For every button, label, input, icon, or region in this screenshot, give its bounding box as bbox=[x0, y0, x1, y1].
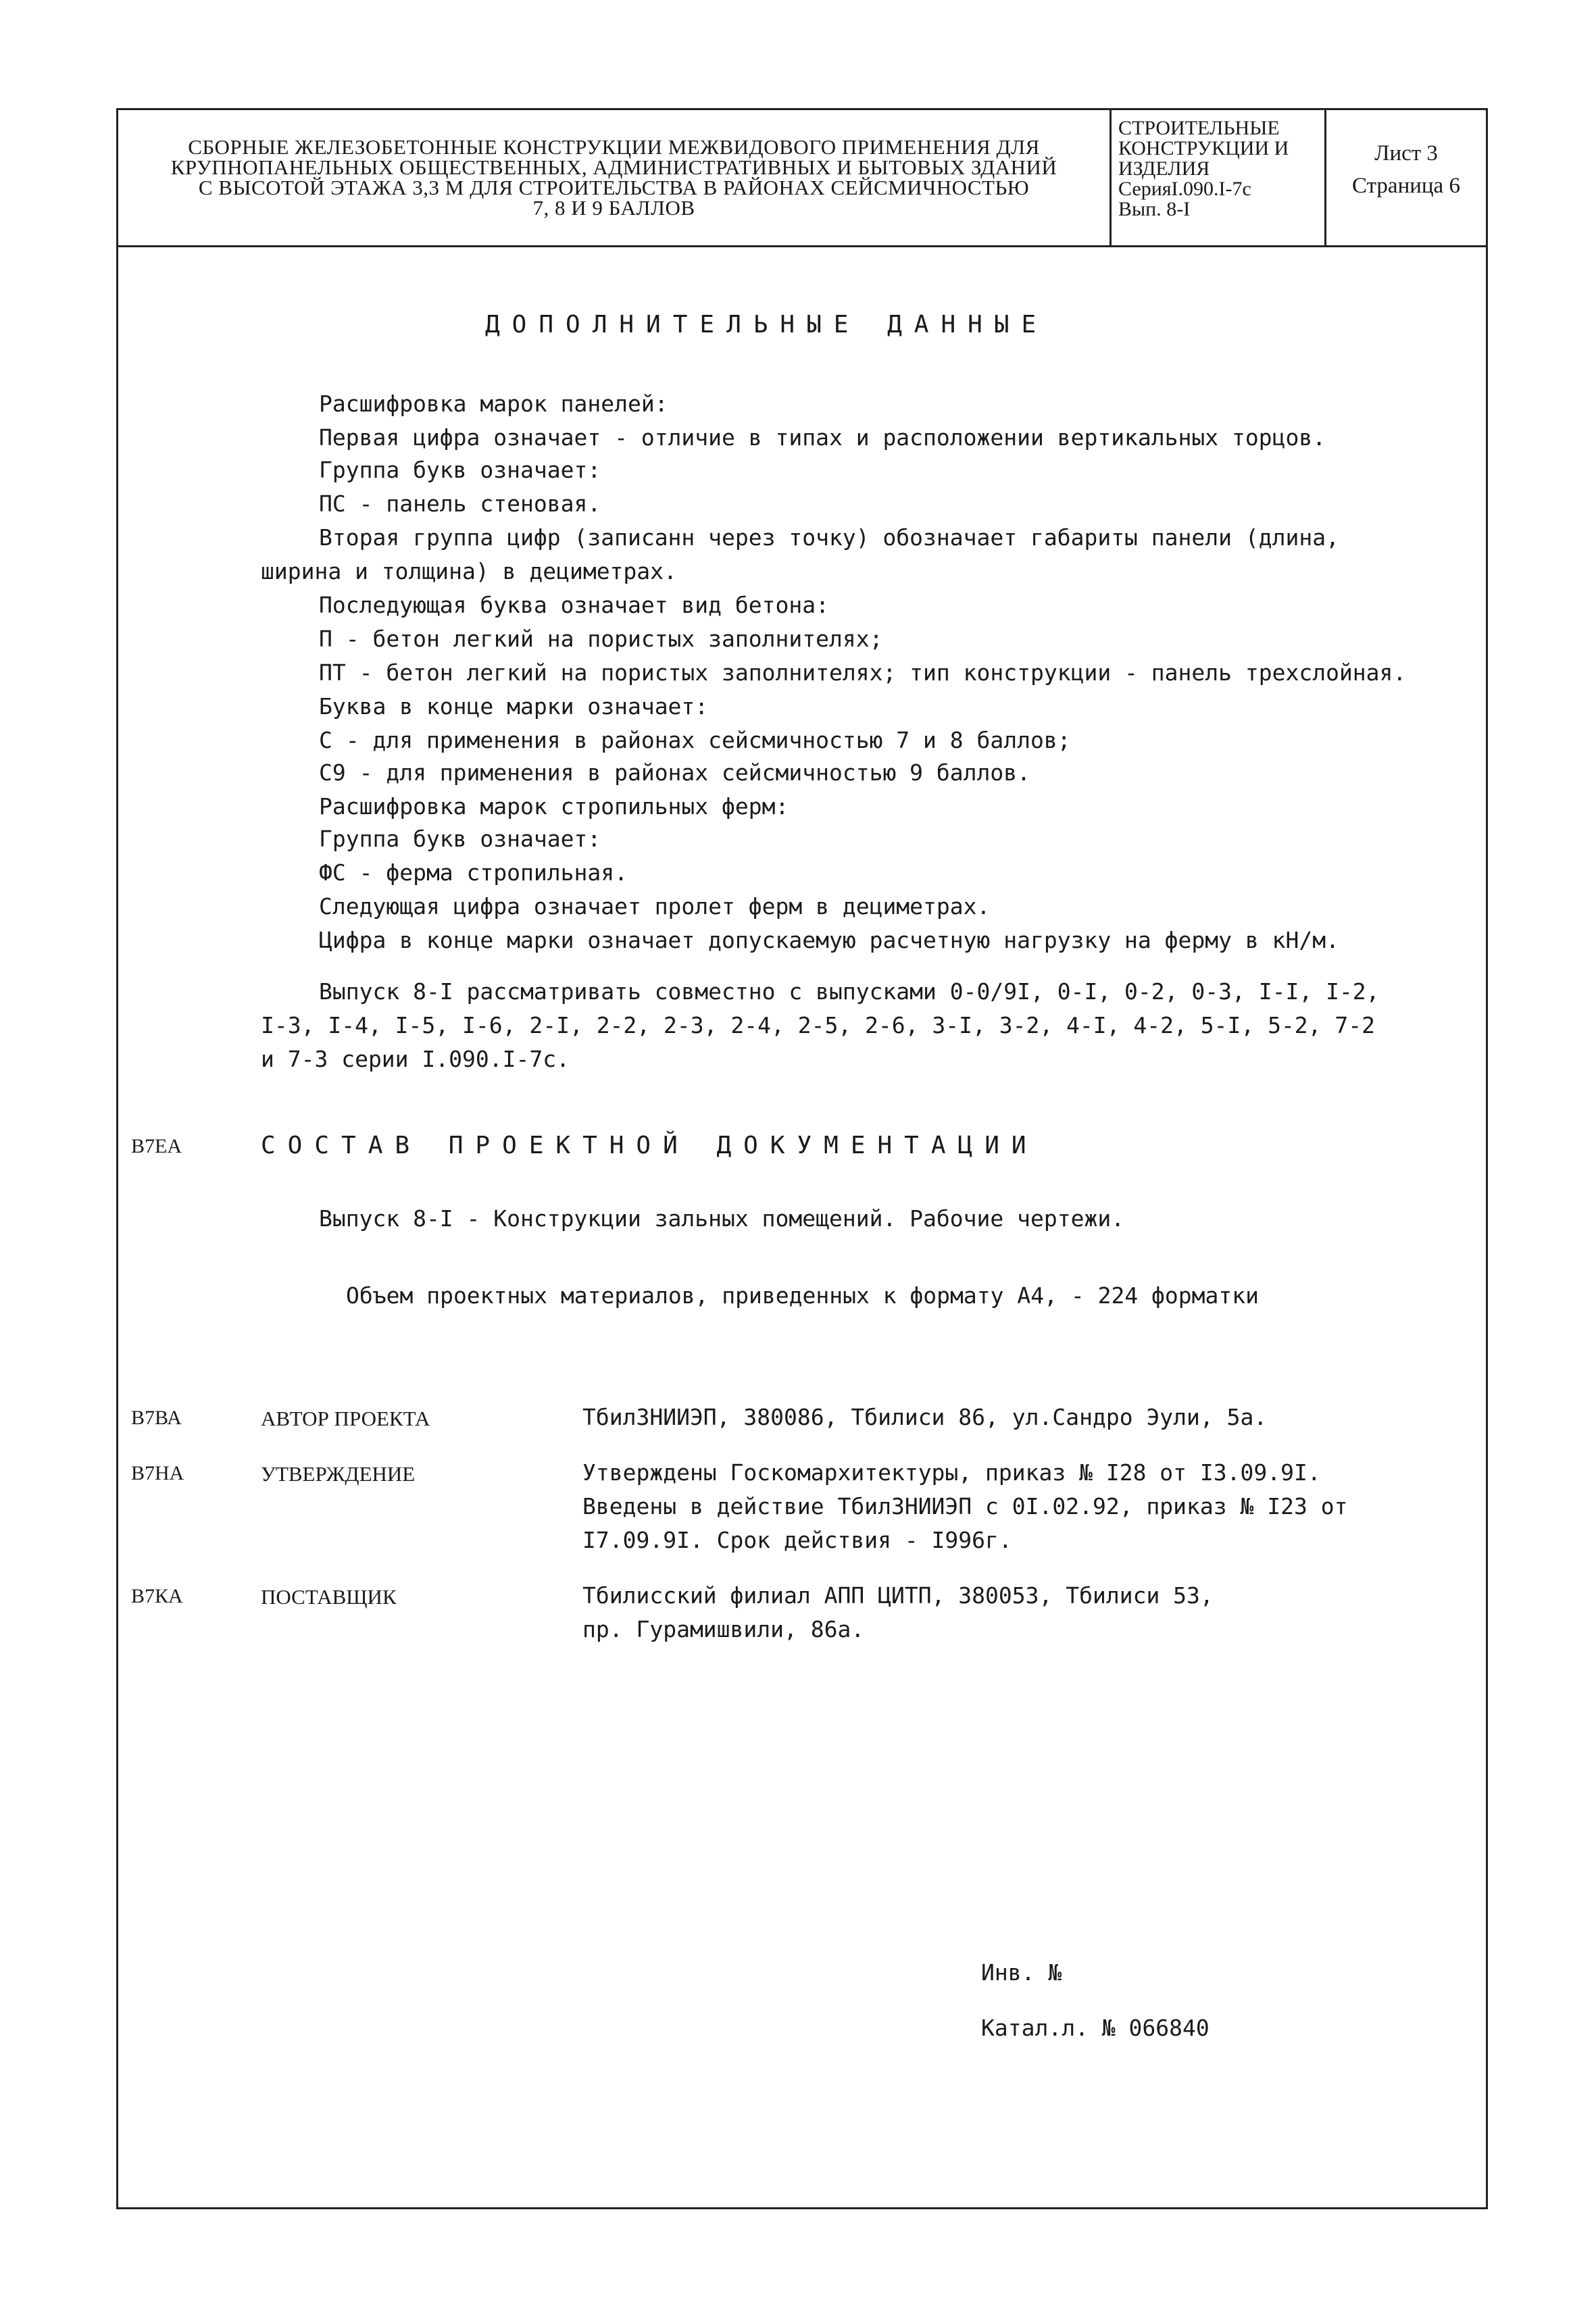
series-line: СерияI.090.I-7с bbox=[1118, 178, 1251, 200]
document-title-cell bbox=[118, 110, 1112, 245]
text-line: Цифра в конце марки означает допускаемую расчетную нагрузку на ферму в кН/м. bbox=[319, 927, 1339, 953]
supplier-code: В7КА bbox=[131, 1585, 183, 1607]
composition-code: В7ЕА bbox=[131, 1135, 182, 1157]
catalog-number: Катал.л. № 066840 bbox=[981, 2015, 1210, 2041]
text-line: С9 - для применения в районах сейсмичностью 9 баллов. bbox=[319, 759, 1030, 786]
supplier-label: ПОСТАВЩИК bbox=[261, 1585, 397, 1609]
text-line: Последующая буква означает вид бетона: bbox=[319, 592, 829, 618]
text-line: С - для применения в районах сейсмичностью 7 и 8 баллов; bbox=[319, 727, 1071, 753]
text-line: Первая цифра означает - отличие в типах и расположении вертикальных торцов. bbox=[319, 424, 1326, 451]
supplier-line: пр. Гурамишвили, 86а. bbox=[582, 1616, 865, 1642]
series-cell bbox=[1112, 110, 1326, 245]
additional-data-title: ДОПОЛНИТЕЛЬНЫЕ ДАННЫЕ bbox=[485, 311, 1049, 338]
approval-label: УТВЕРЖДЕНИЕ bbox=[261, 1462, 416, 1486]
composition-issue: Выпуск 8-I - Конструкции зальных помещений. Рабочие чертежи. bbox=[319, 1205, 1125, 1232]
series-line: СТРОИТЕЛЬНЫЕ bbox=[1118, 117, 1280, 139]
text-line: и 7-3 серии I.090.I-7с. bbox=[261, 1046, 570, 1072]
text-line: Выпуск 8-I рассматривать совместно с выпусками 0-0/9I, 0-I, 0-2, 0-3, I-I, I-2, bbox=[319, 978, 1380, 1005]
title-block bbox=[118, 110, 1486, 247]
supplier-line: Тбилисский филиал АПП ЦИТП, 380053, Тбилиси 53, bbox=[582, 1582, 1214, 1609]
text-line: I-3, I-4, I-5, I-6, 2-I, 2-2, 2-3, 2-4, 2-5, 2-6, 3-I, 3-2, 4-I, 4-2, 5-I, 5-2, 7-2 bbox=[261, 1012, 1376, 1038]
series-line: Вып. 8-I bbox=[1118, 198, 1191, 220]
text-line: Группа букв означает: bbox=[319, 826, 601, 852]
approval-line: Введены в действие ТбилЗНИИЭП с 0I.02.92, приказ № I23 от bbox=[582, 1493, 1348, 1519]
title-line: КРУПНОПАНЕЛЬНЫХ ОБЩЕСТВЕННЫХ, АДМИНИСТРАТИВНЫХ И БЫТОВЫХ ЗДАНИЙ bbox=[170, 155, 1057, 179]
text-line: ширина и толщина) в дециметрах. bbox=[261, 558, 677, 584]
title-line: СБОРНЫЕ ЖЕЛЕЗОБЕТОННЫЕ КОНСТРУКЦИИ МЕЖВИДОВОГО ПРИМЕНЕНИЯ ДЛЯ bbox=[188, 135, 1040, 159]
text-line: Вторая группа цифр (записанн через точку) обозначает габариты панели (длина, bbox=[319, 524, 1339, 551]
text-line: Расшифровка марок панелей: bbox=[319, 391, 668, 417]
text-line: ФС - ферма стропильная. bbox=[319, 859, 628, 886]
author-label: АВТОР ПРОЕКТА bbox=[261, 1407, 430, 1430]
approval-line: Утверждены Госкомархитектуры, приказ № I28 от I3.09.9I. bbox=[582, 1459, 1321, 1486]
author-value: ТбилЗНИИЭП, 380086, Тбилиси 86, ул.Сандро Эули, 5а. bbox=[582, 1404, 1268, 1430]
composition-volume: Объем проектных материалов, приведенных к формату А4, - 224 форматки bbox=[346, 1282, 1260, 1309]
text-line: Расшифровка марок стропильных ферм: bbox=[319, 793, 789, 820]
text-line: П - бетон легкий на пористых заполнителях; bbox=[319, 626, 883, 652]
inventory-number: Инв. № bbox=[981, 1959, 1062, 1986]
text-line: ПТ - бетон легкий на пористых заполнителях; тип конструкции - панель трехслойная. bbox=[319, 659, 1407, 686]
text-line: ПС - панель стеновая. bbox=[319, 491, 601, 517]
sheet-cell bbox=[1326, 110, 1486, 272]
text-line: Группа букв означает: bbox=[319, 457, 601, 483]
series-line: КОНСТРУКЦИИ И bbox=[1118, 137, 1289, 159]
page-number: Страница 6 bbox=[1352, 174, 1460, 198]
sheet-number: Лист 3 bbox=[1374, 141, 1438, 166]
approval-code: В7НА bbox=[131, 1462, 184, 1484]
approval-line: I7.09.9I. Срок действия - I996г. bbox=[582, 1527, 1012, 1553]
composition-title: СОСТАВ ПРОЕКТНОЙ ДОКУМЕНТАЦИИ bbox=[261, 1132, 1039, 1159]
title-line: С ВЫСОТОЙ ЭТАЖА 3,3 М ДЛЯ СТРОИТЕЛЬСТВА В РАЙОНАХ СЕЙСМИЧНОСТЬЮ bbox=[198, 176, 1030, 199]
series-line: ИЗДЕЛИЯ bbox=[1118, 157, 1210, 180]
author-code: В7ВА bbox=[131, 1407, 182, 1429]
text-line: Следующая цифра означает пролет ферм в дециметрах. bbox=[319, 893, 991, 920]
title-line: 7, 8 И 9 БАЛЛОВ bbox=[532, 196, 695, 220]
text-line: Буква в конце марки означает: bbox=[319, 693, 709, 720]
